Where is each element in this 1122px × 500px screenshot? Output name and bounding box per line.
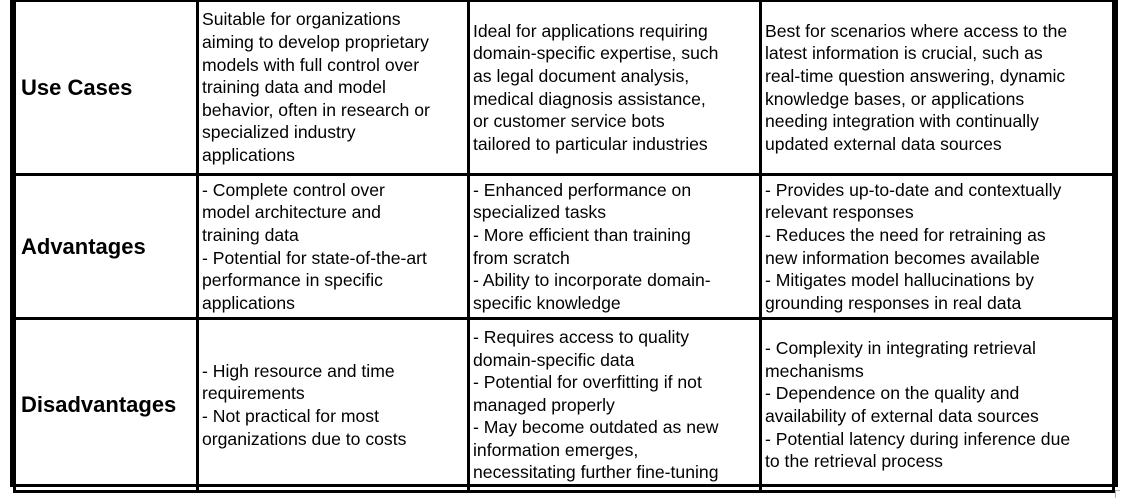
table-cell: - Complexity in integrating retrieval mechanisms - Dependence on the quality and availability of external data sources - Potential latency during inference due to the retrieval process (761, 319, 1114, 492)
table-row-use-cases (15, 1, 1114, 175)
table-cell: - Provides up-to-date and contextually relevant responses - Reduces the need for retraining as new information becomes available - Mitigates model hallucinations by grounding responses in real data (761, 175, 1114, 319)
table-row-disadvantages (15, 319, 1114, 492)
row-label-disadvantages: Disadvantages (15, 319, 198, 492)
table-row-advantages (15, 175, 1114, 319)
table-cell: - Complete control over model architecture and training data - Potential for state-of-the-art performance in specific applications (198, 175, 469, 319)
row-label-use-cases: Use Cases (15, 1, 198, 175)
table-cell: Best for scenarios where access to the latest information is crucial, such as real-time question answering, dynamic knowledge bases, or applications needing integration with continually updated external data sources (761, 1, 1114, 175)
row-label-advantages: Advantages (15, 175, 198, 319)
comparison-table (10, 0, 1118, 487)
resize-corner-mark (1115, 490, 1120, 498)
table-cell: Suitable for organizations aiming to develop proprietary models with full control over training data and model behavior, often in research or specialized industry applications (198, 1, 469, 175)
table-cell: Ideal for applications requiring domain-specific expertise, such as legal document analysis, medical diagnosis assistance, or customer service bots tailored to particular industries (469, 1, 761, 175)
table-cell: - High resource and time requirements - Not practical for most organizations due to costs (198, 319, 469, 492)
table-cell: - Enhanced performance on specialized tasks - More efficient than training from scratch - Ability to incorporate domain- specific knowledge (469, 175, 761, 319)
table-cell: - Requires access to quality domain-specific data - Potential for overfitting if not managed properly - May become outdated as new information emerges, necessitating further fine-tuning (469, 319, 761, 492)
comparison-table-grid (13, 0, 1115, 493)
